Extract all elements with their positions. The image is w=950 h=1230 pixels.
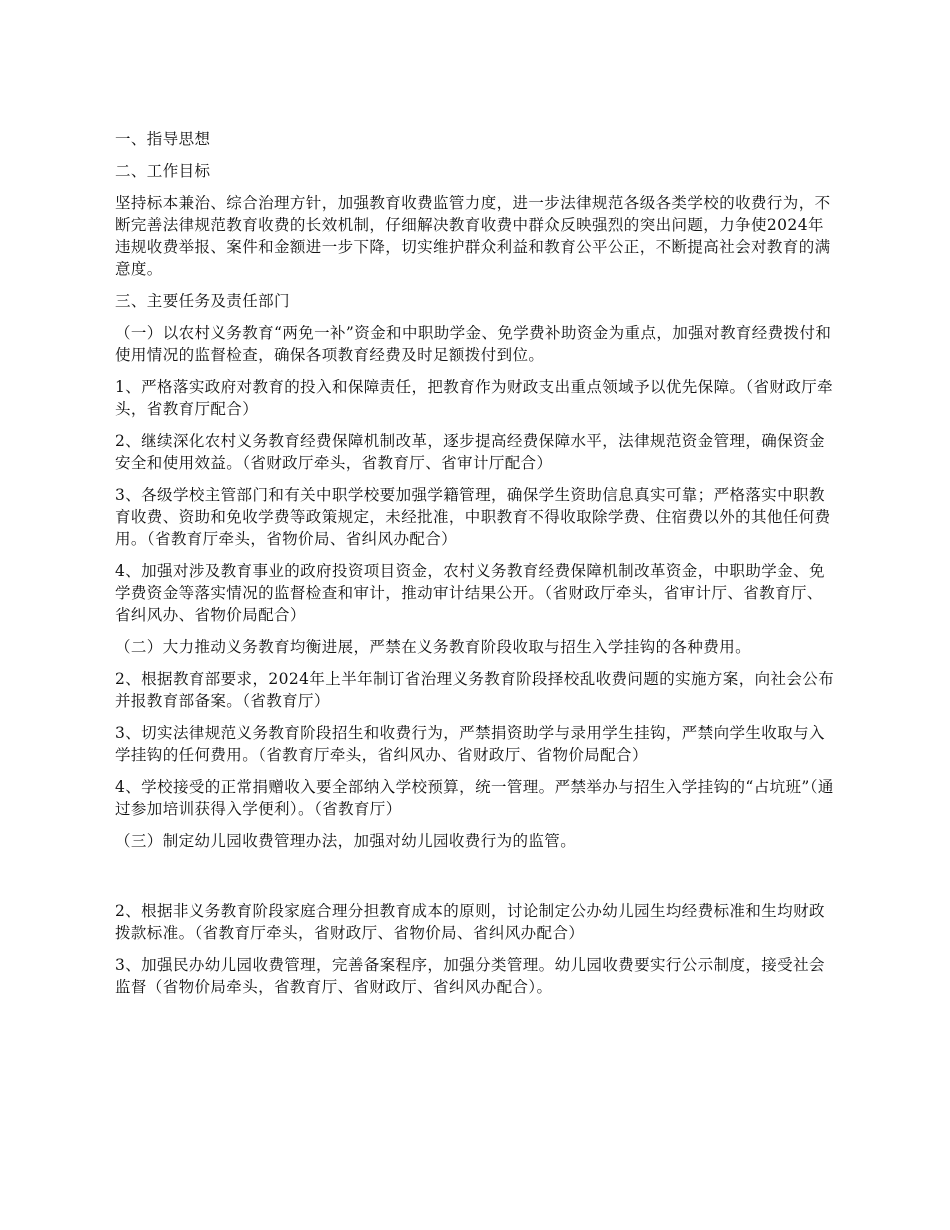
section-one-title: （一）以农村义务教育“两免一补”资金和中职助学金、免学费补助资金为重点，加强对教育经费拨付和使用情况的监督检查，确保各项教育经费及时足额拨付到位。 xyxy=(115,324,832,364)
section-two-title: （二）大力推动义务教育均衡进展，严禁在义务教育阶段收取与招生入学挂钩的各种费用。 xyxy=(115,638,752,656)
section-one-item-1: 1、严格落实政府对教育的投入和保障责任，把教育作为财政支出重点领域予以优先保障。（省财政厅牵头，省教育厅配合） xyxy=(115,378,834,418)
section-two-item-4: 4、学校接受的正常捐赠收入要全部纳入学校预算，统一管理。严禁举办与招生入学挂钩的“占坑班”（通过参加培训获得入学便利）。（省教育厅） xyxy=(115,778,834,818)
section-three-item-3: 3、加强民办幼儿园收费管理，完善备案程序，加强分类管理。幼儿园收费要实行公示制度，接受社会监督（省物价局牵头，省教育厅、省财政厅、省纠风办配合）。 xyxy=(115,956,825,996)
paragraph-work-goals: 坚持标本兼治、综合治理方针，加强教育收费监管力度，进一步法律规范各级各类学校的收费行为，不断完善法律规范教育收费的长效机制，仔细解决教育收费中群众反映强烈的突出问题，力争使2024年违规收费举报、案件和金额进一步下降，切实维护群众利益和教育公平公正，不断提高社会对教育的满意度。 xyxy=(115,194,831,278)
section-one-item-2: 2、继续深化农村义务教育经费保障机制改革，逐步提高经费保障水平，法律规范资金管理，确保资金安全和使用效益。（省财政厅牵头，省教育厅、省审计厅配合） xyxy=(115,432,825,472)
section-one-item-4: 4、加强对涉及教育事业的政府投资项目资金，农村义务教育经费保障机制改革资金，中职助学金、免学费资金等落实情况的监督检查和审计，推动审计结果公开。（省财政厅牵头，省审计厅、省教育厅、省纠风办、省物价局配合） xyxy=(115,562,825,624)
heading-main-tasks: 三、主要任务及责任部门 xyxy=(115,292,290,310)
section-three-item-2: 2、根据非义务教育阶段家庭合理分担教育成本的原则，讨论制定公办幼儿园生均经费标准和生均财政拨款标准。（省教育厅牵头，省财政厅、省物价局、省纠风办配合） xyxy=(115,902,825,942)
blank-spacer xyxy=(115,862,837,900)
section-one-item-3: 3、各级学校主管部门和有关中职学校要加强学籍管理，确保学生资助信息真实可靠；严格落实中职教育收费、资助和免收学费等政策规定，未经批准，中职教育不得收取除学费、住宿费以外的其他任何费用。（省教育厅牵头，省物价局、省纠风办配合） xyxy=(115,486,831,548)
heading-guiding-thought: 一、指导思想 xyxy=(115,130,211,148)
document-body xyxy=(115,128,837,1008)
section-three-title: （三）制定幼儿园收费管理办法，加强对幼儿园收费行为的监管。 xyxy=(115,832,577,850)
section-two-item-2: 2、根据教育部要求，2024年上半年制订省治理义务教育阶段择校乱收费问题的实施方案，向社会公布并报教育部备案。（省教育厅） xyxy=(115,670,835,710)
section-two-item-3: 3、切实法律规范义务教育阶段招生和收费行为，严禁捐资助学与录用学生挂钩，严禁向学生收取与入学挂钩的任何费用。（省教育厅牵头，省纠风办、省财政厅、省物价局配合） xyxy=(115,724,825,764)
heading-work-goals: 二、工作目标 xyxy=(115,162,211,180)
